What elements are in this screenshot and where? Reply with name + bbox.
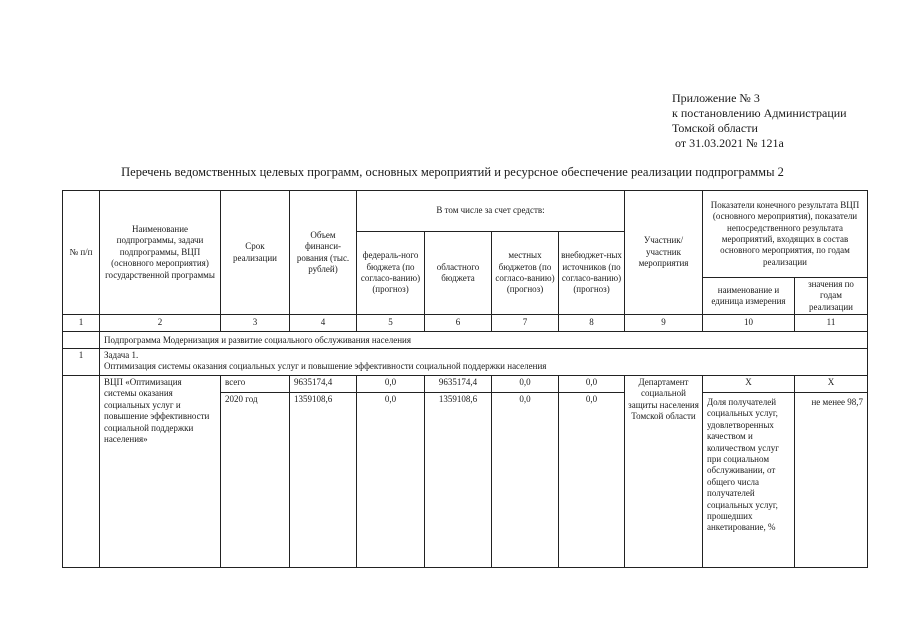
vcp-extra-total: 0,0	[558, 375, 625, 393]
vcp-federal-2020: 0,0	[356, 392, 425, 568]
header-volume: Объем финанси-рования (тыс. рублей)	[289, 190, 357, 315]
subprogram-row: Подпрограмма Модернизация и развитие социального обслуживания населения	[99, 331, 868, 349]
appendix-line-4: от 31.03.2021 № 121а	[675, 136, 784, 150]
vcp-participant: Департамент социальной защиты населения Томской области	[624, 375, 703, 568]
header-extra: внебюджет-ных источников (по согласо-ванию) (прогноз)	[558, 231, 625, 315]
appendix-block	[672, 91, 872, 151]
header-regional: областного бюджета	[424, 231, 492, 315]
column-number: 9	[624, 314, 703, 332]
vcp-regional-2020: 1359108,6	[424, 392, 492, 568]
column-number: 10	[702, 314, 795, 332]
column-number: 3	[220, 314, 290, 332]
header-indicator-values: значения по годам реализации	[794, 277, 868, 315]
vcp-regional-total: 9635174,4	[424, 375, 492, 393]
vcp-local-total: 0,0	[491, 375, 559, 393]
header-num: № п/п	[62, 190, 100, 315]
header-local: местных бюджетов (по согласо-ванию) (прогноз)	[491, 231, 559, 315]
vcp-term-total: всего	[220, 375, 290, 393]
header-including: В том числе за счет средств:	[356, 190, 625, 232]
vcp-num-cell	[62, 375, 100, 568]
column-number: 11	[794, 314, 868, 332]
column-number: 4	[289, 314, 357, 332]
column-number: 6	[424, 314, 492, 332]
subprogram-num-cell	[62, 331, 100, 349]
header-name: Наименование подпрограммы, задачи подпрограммы, ВЦП (основного мероприятия) государственной программы	[99, 190, 221, 315]
appendix-line-2: к постановлению Администрации	[672, 106, 847, 120]
vcp-term-2020: 2020 год	[220, 392, 290, 568]
document-title: Перечень ведомственных целевых программ, основных мероприятий и ресурсное обеспечение реализации подпрограммы 2	[121, 165, 784, 179]
header-indicator-name: наименование и единица измерения	[702, 277, 795, 315]
header-indicators: Показатели конечного результата ВЦП (основного мероприятия), показатели непосредственного результата мероприятий, входящих в состав основного мероприятия, по годам реализации	[702, 190, 868, 278]
vcp-indicator-value-2020: не менее 98,7	[794, 392, 868, 568]
vcp-federal-total: 0,0	[356, 375, 425, 393]
column-number: 2	[99, 314, 221, 332]
task-label: Задача 1.	[104, 350, 139, 360]
appendix-line-1: Приложение № 3	[672, 91, 760, 105]
column-number: 5	[356, 314, 425, 332]
vcp-indicator-name-2020: Доля получателей социальных услуг, удовлетворенных качеством и количеством услуг при социальном обслуживании, от общего числа получателей социальных услуг, прошедших анкетирование, %	[702, 392, 795, 568]
vcp-local-2020: 0,0	[491, 392, 559, 568]
vcp-indicator-value-total: X	[794, 375, 868, 393]
column-number: 8	[558, 314, 625, 332]
header-federal: федераль-ного бюджета (по согласо-ванию) (прогноз)	[356, 231, 425, 315]
task-text: Оптимизация системы оказания социальных услуг и повышение эффективности социальной поддержки населения	[104, 361, 547, 372]
header-term: Срок реализации	[220, 190, 290, 315]
column-number: 7	[491, 314, 559, 332]
task-num: 1	[62, 348, 100, 376]
vcp-indicator-name-total: X	[702, 375, 795, 393]
vcp-name: ВЦП «Оптимизация системы оказания социальных услуг и повышение эффективности социальной поддержки населения»	[99, 375, 221, 568]
vcp-volume-2020: 1359108,6	[289, 392, 357, 568]
vcp-volume-total: 9635174,4	[289, 375, 357, 393]
task-cell	[99, 348, 868, 376]
vcp-extra-2020: 0,0	[558, 392, 625, 568]
header-participant: Участник/ участник мероприятия	[624, 190, 703, 315]
column-number: 1	[62, 314, 100, 332]
appendix-line-3: Томской области	[672, 121, 758, 135]
